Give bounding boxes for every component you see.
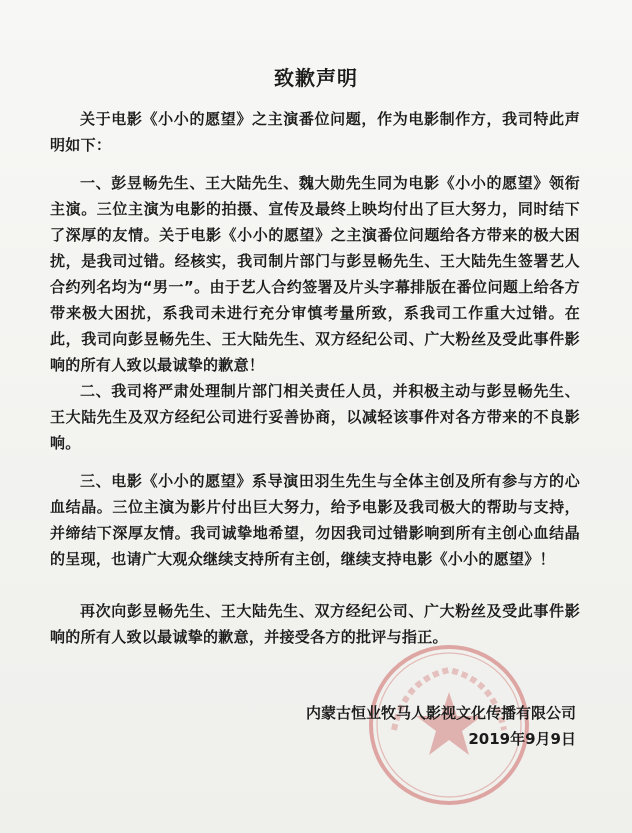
statement-date: 2019年9月9日 xyxy=(468,730,576,748)
document-title: 致歉声明 xyxy=(274,66,358,90)
signature-block xyxy=(246,700,576,752)
paragraph-two: 二、我司将严肃处理制片部门相关责任人员，并积极主动与彭昱畅先生、王大陆先生及双方经纪公司进行妥善协商，以减轻该事件对各方带来的不良影响。 xyxy=(50,382,580,452)
paragraph-one: 一、彭昱畅先生、王大陆先生、魏大勋先生同为电影《小小的愿望》领衔主演。三位主演为电影的拍摄、宣传及最终上映均付出了巨大努力，同时结下了深厚的友情。关于电影《小小的愿望》之主演番位问题给各方带来的极大困扰，是我司过错。经核实，我司制片部门与彭昱畅先生、王大陆先生签署艺人合约列名均为“男一”。由于艺人合约签署及片头字幕排版在番位问题上给各方带来极大困扰，系我司未进行充分审慎考量所致，系我司工作重大过错。在此，我司向彭昱畅先生、王大陆先生、双方经纪公司、广大粉丝及受此事件影响的所有人致以最诚挚的歉意！ xyxy=(50,174,580,374)
company-name: 内蒙古恒业牧马人影视文化传播有限公司 xyxy=(305,704,576,722)
intro-paragraph: 关于电影《小小的愿望》之主演番位问题，作为电影制作方，我司特此声明如下： xyxy=(50,110,580,154)
paragraph-three: 三、电影《小小的愿望》系导演田羽生先生与全体主创及所有参与方的心血结晶。三位主演为影片付出巨大努力，给予电影及我司极大的帮助与支持，并缔结下深厚友情。我司诚挚地希望，勿因我司过错影响到所有主创心血结晶的呈现，也请广大观众继续支持所有主创，继续支持电影《小小的愿望》！ xyxy=(50,472,580,568)
closing-paragraph: 再次向彭昱畅先生、王大陆先生、双方经纪公司、广大粉丝及受此事件影响的所有人致以最诚挚的歉意，并接受各方的批评与指正。 xyxy=(50,602,580,646)
